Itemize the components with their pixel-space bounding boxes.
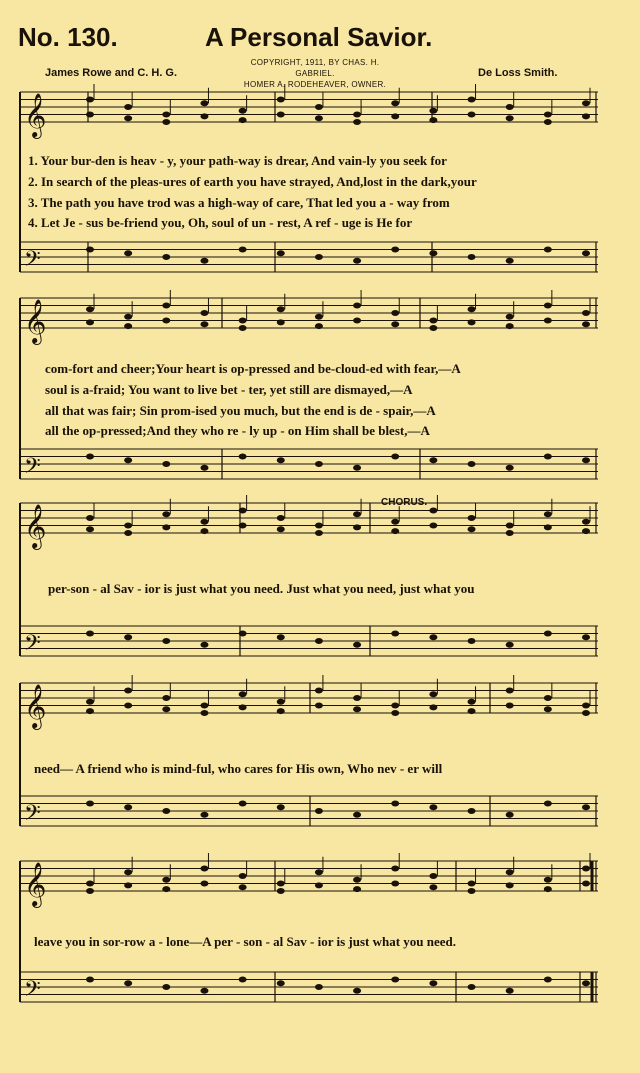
verse-1-line-2: com-fort and cheer;Your heart is op-pressed and be-cloud-ed with fear,—A (45, 361, 461, 376)
note-head (124, 634, 132, 640)
note-head (86, 631, 94, 637)
treble-clef-icon: 𝄞 (24, 93, 47, 137)
note-head (200, 465, 208, 471)
note-head (391, 977, 399, 983)
note-head (506, 465, 514, 471)
note-head (162, 318, 170, 324)
note-head (315, 461, 323, 467)
note-head (162, 984, 170, 990)
note-head (429, 457, 437, 463)
note-head (429, 634, 437, 640)
note-head (86, 247, 94, 253)
note-head (582, 519, 590, 525)
bass-clef-icon: 𝄢 (24, 454, 41, 484)
note-head (544, 695, 552, 701)
note-head (124, 703, 132, 709)
note-head (162, 112, 170, 118)
note-head (86, 888, 94, 894)
note-head (200, 100, 208, 106)
note-head (468, 808, 476, 814)
note-head (162, 695, 170, 701)
note-head (429, 804, 437, 810)
bass-clef-icon: 𝄢 (24, 801, 41, 831)
note-head (86, 526, 94, 532)
note-head (506, 530, 514, 536)
note-head (429, 508, 437, 514)
note-head (124, 882, 132, 888)
note-head (124, 250, 132, 256)
note-head (468, 638, 476, 644)
note-head (429, 117, 437, 123)
note-head (277, 515, 285, 521)
chorus-line-1: per-son - al Sav - ior is just what you need. Just what you need, just what you (48, 581, 475, 596)
note-head (506, 323, 514, 329)
note-head (200, 321, 208, 327)
note-head (582, 980, 590, 986)
note-head (200, 703, 208, 709)
note-head (315, 254, 323, 260)
note-head (162, 303, 170, 309)
note-head (429, 250, 437, 256)
note-head (124, 314, 132, 320)
note-head (544, 801, 552, 807)
note-head (315, 869, 323, 875)
note-head (506, 523, 514, 529)
chorus-line-3: leave you in sor-row a - lone—A per - son - al Sav - ior is just what you need. (34, 934, 457, 949)
note-head (582, 881, 590, 887)
note-head (506, 642, 514, 648)
note-head (277, 699, 285, 705)
note-head (200, 310, 208, 316)
note-head (582, 528, 590, 534)
note-head (277, 526, 285, 532)
note-head (86, 801, 94, 807)
note-head (544, 119, 552, 125)
note-head (391, 710, 399, 716)
note-head (506, 812, 514, 818)
note-head (200, 710, 208, 716)
note-head (391, 866, 399, 872)
note-head (506, 104, 514, 110)
note-head (86, 881, 94, 887)
note-head (391, 321, 399, 327)
verse-2-line-1: 2. In search of the pleas-ures of earth you have strayed, And,lost in the dark,your (28, 174, 477, 189)
note-head (239, 318, 247, 324)
note-head (124, 869, 132, 875)
note-head (353, 706, 361, 712)
note-head (353, 465, 361, 471)
note-head (162, 461, 170, 467)
note-head (124, 688, 132, 694)
chorus-line-2: need— A friend who is mind-ful, who cares for His own, Who nev - er will (34, 761, 443, 776)
note-head (124, 980, 132, 986)
note-head (353, 303, 361, 309)
note-head (162, 877, 170, 883)
note-head (391, 113, 399, 119)
verse-2-line-2: soul is a-fraid; You want to live bet - ter, yet still are dismayed,—A (45, 382, 413, 397)
note-head (544, 318, 552, 324)
note-head (239, 247, 247, 253)
note-head (468, 112, 476, 118)
note-head (506, 115, 514, 121)
note-head (468, 319, 476, 325)
note-head (162, 886, 170, 892)
note-head (353, 112, 361, 118)
note-head (391, 454, 399, 460)
note-head (86, 977, 94, 983)
note-head (544, 524, 552, 530)
note-head (506, 314, 514, 320)
note-head (506, 869, 514, 875)
note-head (277, 888, 285, 894)
note-head (200, 258, 208, 264)
note-head (391, 703, 399, 709)
note-head (506, 988, 514, 994)
note-head (124, 523, 132, 529)
note-head (582, 710, 590, 716)
note-head (124, 457, 132, 463)
note-head (544, 631, 552, 637)
note-head (86, 699, 94, 705)
note-head (200, 113, 208, 119)
note-head (239, 704, 247, 710)
bass-clef-icon: 𝄢 (24, 977, 41, 1007)
note-head (582, 866, 590, 872)
note-head (468, 888, 476, 894)
note-head (468, 461, 476, 467)
note-head (391, 631, 399, 637)
note-head (544, 454, 552, 460)
note-head (239, 108, 247, 114)
note-head (391, 519, 399, 525)
note-head (544, 877, 552, 883)
note-head (468, 708, 476, 714)
note-head (239, 873, 247, 879)
note-head (162, 511, 170, 517)
note-head (162, 119, 170, 125)
note-head (239, 801, 247, 807)
note-head (277, 112, 285, 118)
note-head (544, 247, 552, 253)
note-head (162, 638, 170, 644)
note-head (124, 115, 132, 121)
note-head (429, 691, 437, 697)
note-head (124, 323, 132, 329)
note-head (315, 115, 323, 121)
note-head (277, 708, 285, 714)
chorus-label: CHORUS. (381, 497, 428, 508)
note-head (429, 325, 437, 331)
note-head (124, 804, 132, 810)
note-head (429, 318, 437, 324)
hymn-number: No. 130. (18, 22, 118, 52)
note-head (506, 703, 514, 709)
note-head (429, 704, 437, 710)
note-head (391, 801, 399, 807)
note-head (506, 882, 514, 888)
music-credit: De Loss Smith. (478, 67, 558, 79)
note-head (239, 325, 247, 331)
note-head (86, 708, 94, 714)
note-head (315, 523, 323, 529)
note-head (200, 642, 208, 648)
note-head (162, 706, 170, 712)
treble-clef-icon: 𝄞 (24, 504, 47, 548)
note-head (162, 524, 170, 530)
note-head (544, 511, 552, 517)
verse-3-line-2: all that was fair; Sin prom-ised you much, but the end is de - spair,—A (45, 403, 436, 418)
note-head (239, 691, 247, 697)
note-head (582, 321, 590, 327)
note-head (544, 886, 552, 892)
note-head (582, 634, 590, 640)
note-head (429, 108, 437, 114)
treble-clef-icon: 𝄞 (24, 684, 47, 728)
note-head (544, 977, 552, 983)
note-head (315, 638, 323, 644)
note-head (315, 703, 323, 709)
note-head (200, 866, 208, 872)
note-head (315, 530, 323, 536)
note-head (391, 100, 399, 106)
note-head (429, 523, 437, 529)
note-head (582, 113, 590, 119)
note-head (239, 523, 247, 529)
note-head (277, 306, 285, 312)
note-head (315, 808, 323, 814)
note-head (391, 528, 399, 534)
note-head (544, 112, 552, 118)
note-head (468, 984, 476, 990)
note-head (468, 97, 476, 103)
note-head (315, 314, 323, 320)
words-credit: James Rowe and C. H. G. (45, 67, 178, 79)
note-head (277, 881, 285, 887)
note-head (86, 515, 94, 521)
note-head (506, 688, 514, 694)
copyright-line-1: COPYRIGHT, 1911, BY CHAS. H. GABRIEL. (250, 58, 380, 78)
note-head (468, 515, 476, 521)
note-head (124, 104, 132, 110)
note-head (468, 306, 476, 312)
note-head (506, 258, 514, 264)
note-head (239, 977, 247, 983)
note-head (582, 804, 590, 810)
bass-clef-icon: 𝄢 (24, 631, 41, 661)
note-head (315, 984, 323, 990)
note-head (468, 254, 476, 260)
note-head (353, 642, 361, 648)
note-head (277, 634, 285, 640)
note-head (582, 703, 590, 709)
note-head (391, 310, 399, 316)
note-head (315, 323, 323, 329)
note-head (353, 318, 361, 324)
note-head (429, 884, 437, 890)
note-head (582, 457, 590, 463)
note-head (277, 97, 285, 103)
note-head (200, 519, 208, 525)
note-head (391, 247, 399, 253)
note-head (277, 980, 285, 986)
note-head (353, 695, 361, 701)
note-head (353, 524, 361, 530)
copyright-line-2: HOMER A. RODEHEAVER, OWNER. (243, 80, 387, 89)
note-head (391, 881, 399, 887)
note-head (468, 699, 476, 705)
note-head (86, 112, 94, 118)
note-head (353, 886, 361, 892)
note-head (544, 303, 552, 309)
note-head (86, 97, 94, 103)
note-head (124, 530, 132, 536)
note-head (277, 319, 285, 325)
note-head (582, 310, 590, 316)
note-head (86, 319, 94, 325)
note-head (162, 808, 170, 814)
note-head (86, 306, 94, 312)
note-head (544, 706, 552, 712)
note-head (239, 631, 247, 637)
verse-4-line-2: all the op-pressed;And they who re - ly up - on Him shall be blest,—A (45, 423, 430, 438)
note-head (86, 454, 94, 460)
hymn-title: A Personal Savior. (205, 22, 433, 52)
note-head (582, 100, 590, 106)
note-head (353, 258, 361, 264)
bass-clef-icon: 𝄢 (24, 247, 41, 277)
note-head (468, 526, 476, 532)
note-head (239, 454, 247, 460)
note-head (162, 254, 170, 260)
note-head (200, 528, 208, 534)
note-head (277, 457, 285, 463)
treble-clef-icon: 𝄞 (24, 299, 47, 343)
treble-clef-icon: 𝄞 (24, 862, 47, 906)
note-head (353, 988, 361, 994)
note-head (277, 250, 285, 256)
note-head (315, 104, 323, 110)
verse-3-line-1: 3. The path you have trod was a high-way of care, That led you a - way from (28, 195, 450, 210)
note-head (353, 119, 361, 125)
verse-1-line-1: 1. Your bur-den is heav - y, your path-way is drear, And vain-ly you seek for (28, 153, 447, 168)
note-head (200, 881, 208, 887)
note-head (200, 812, 208, 818)
verse-4-line-1: 4. Let Je - sus be-friend you, Oh, soul of un - rest, A ref - uge is He for (28, 215, 413, 230)
note-head (239, 508, 247, 514)
note-head (468, 881, 476, 887)
note-head (582, 250, 590, 256)
note-head (239, 117, 247, 123)
note-head (429, 980, 437, 986)
note-head (429, 873, 437, 879)
note-head (239, 884, 247, 890)
note-head (315, 688, 323, 694)
note-head (353, 511, 361, 517)
note-head (200, 988, 208, 994)
note-head (353, 812, 361, 818)
note-head (277, 804, 285, 810)
note-head (353, 877, 361, 883)
note-head (315, 882, 323, 888)
